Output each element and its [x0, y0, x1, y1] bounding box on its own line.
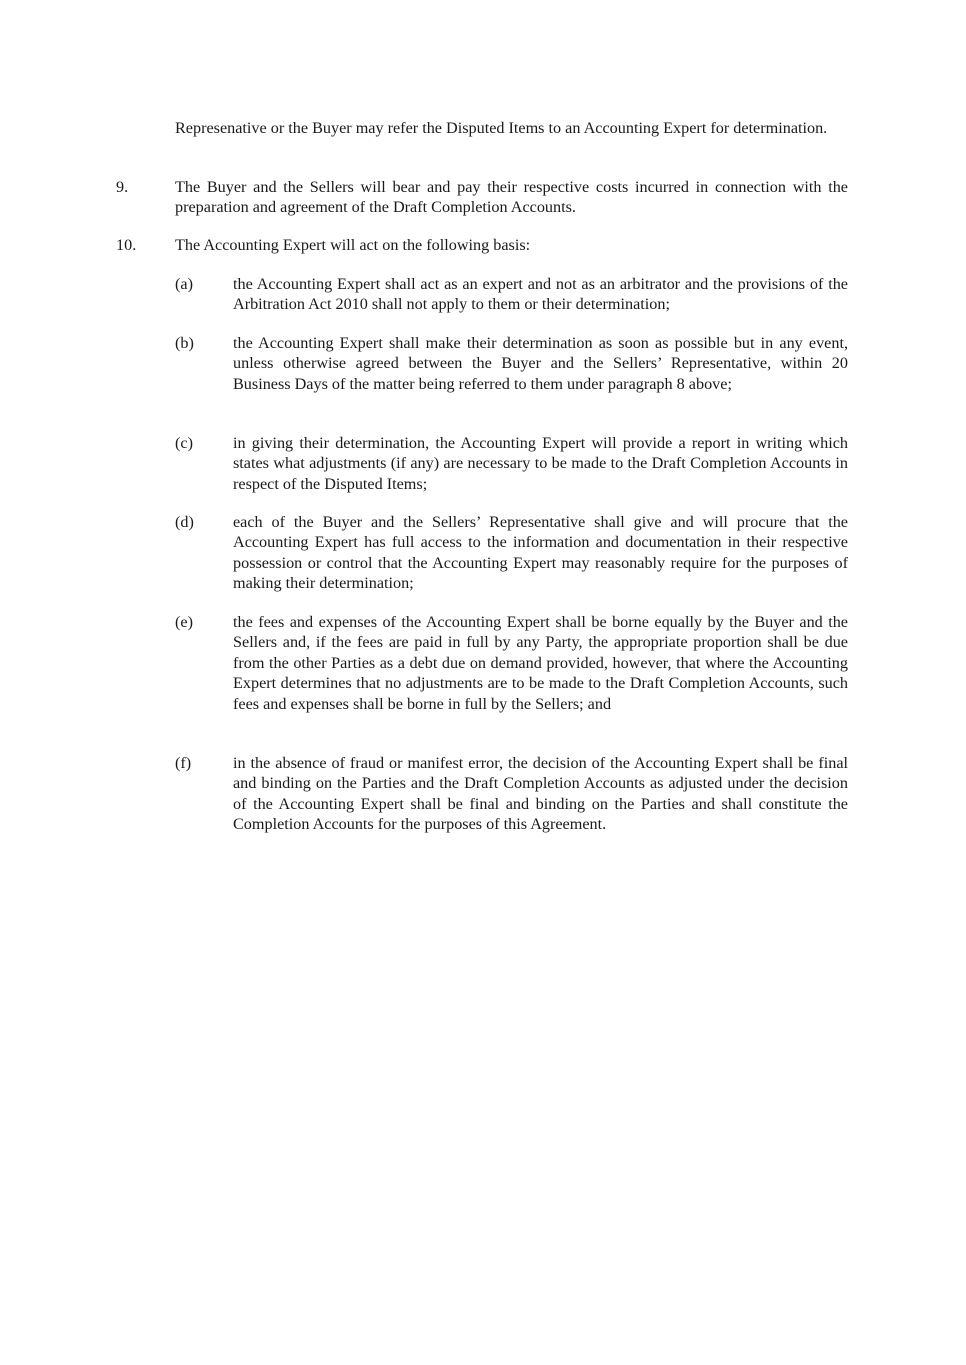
subclause-d-label: (d): [175, 513, 194, 531]
subclause-b-text: the Accounting Expert shall make their determination as soon as possible but in any event, unless otherwise agreed between the Buyer and the Sellers’ Representative, within 20 Business Days of the matter being referred to them under paragraph 8 above;: [233, 334, 848, 393]
subclause-f-label: (f): [175, 754, 192, 772]
continuation-paragraph: Represenative or the Buyer may refer the Disputed Items to an Accounting Expert for determination.: [175, 119, 828, 137]
subclause-a-label: (a): [175, 275, 193, 293]
subclause-e-text: the fees and expenses of the Accounting Expert shall be borne equally by the Buyer and the Sellers and, if the fees are paid in full by any Party, the appropriate proportion shall be due from the other Parties as a debt due on demand provided, however, that where the Accounting Expert determines that no adjustments are to be made to the Draft Completion Accounts, such fees and expenses shall be borne in full by the Sellers; and: [233, 613, 848, 713]
subclause-a-text: the Accounting Expert shall act as an expert and not as an arbitrator and the provisions of the Arbitration Act 2010 shall not apply to them or their determination;: [233, 275, 848, 314]
clause-9-number: 9.: [116, 178, 129, 196]
clause-10-text: The Accounting Expert will act on the following basis:: [175, 236, 531, 254]
subclause-d-text: each of the Buyer and the Sellers’ Representative shall give and will procure that the Accounting Expert has full access to the information and documentation in their respective possession or control that the Accounting Expert may reasonably require for the purposes of making their determination;: [233, 513, 848, 593]
clause-10-number: 10.: [116, 236, 137, 254]
subclause-b-label: (b): [175, 334, 194, 352]
subclause-e-label: (e): [175, 613, 193, 631]
clause-9-text: The Buyer and the Sellers will bear and pay their respective costs incurred in connection with the preparation and agreement of the Draft Completion Accounts.: [175, 178, 848, 217]
subclause-c-label: (c): [175, 434, 193, 452]
subclause-c-text: in giving their determination, the Accounting Expert will provide a report in writing which states what adjustments (if any) are necessary to be made to the Draft Completion Accounts in respect of the Disputed Items;: [233, 434, 848, 493]
subclause-f-text: in the absence of fraud or manifest error, the decision of the Accounting Expert shall be final and binding on the Parties and the Draft Completion Accounts as adjusted under the decision of the Accounting Expert shall be final and binding on the Parties and shall constitute the Completion Accounts for the purposes of this Agreement.: [233, 754, 848, 834]
